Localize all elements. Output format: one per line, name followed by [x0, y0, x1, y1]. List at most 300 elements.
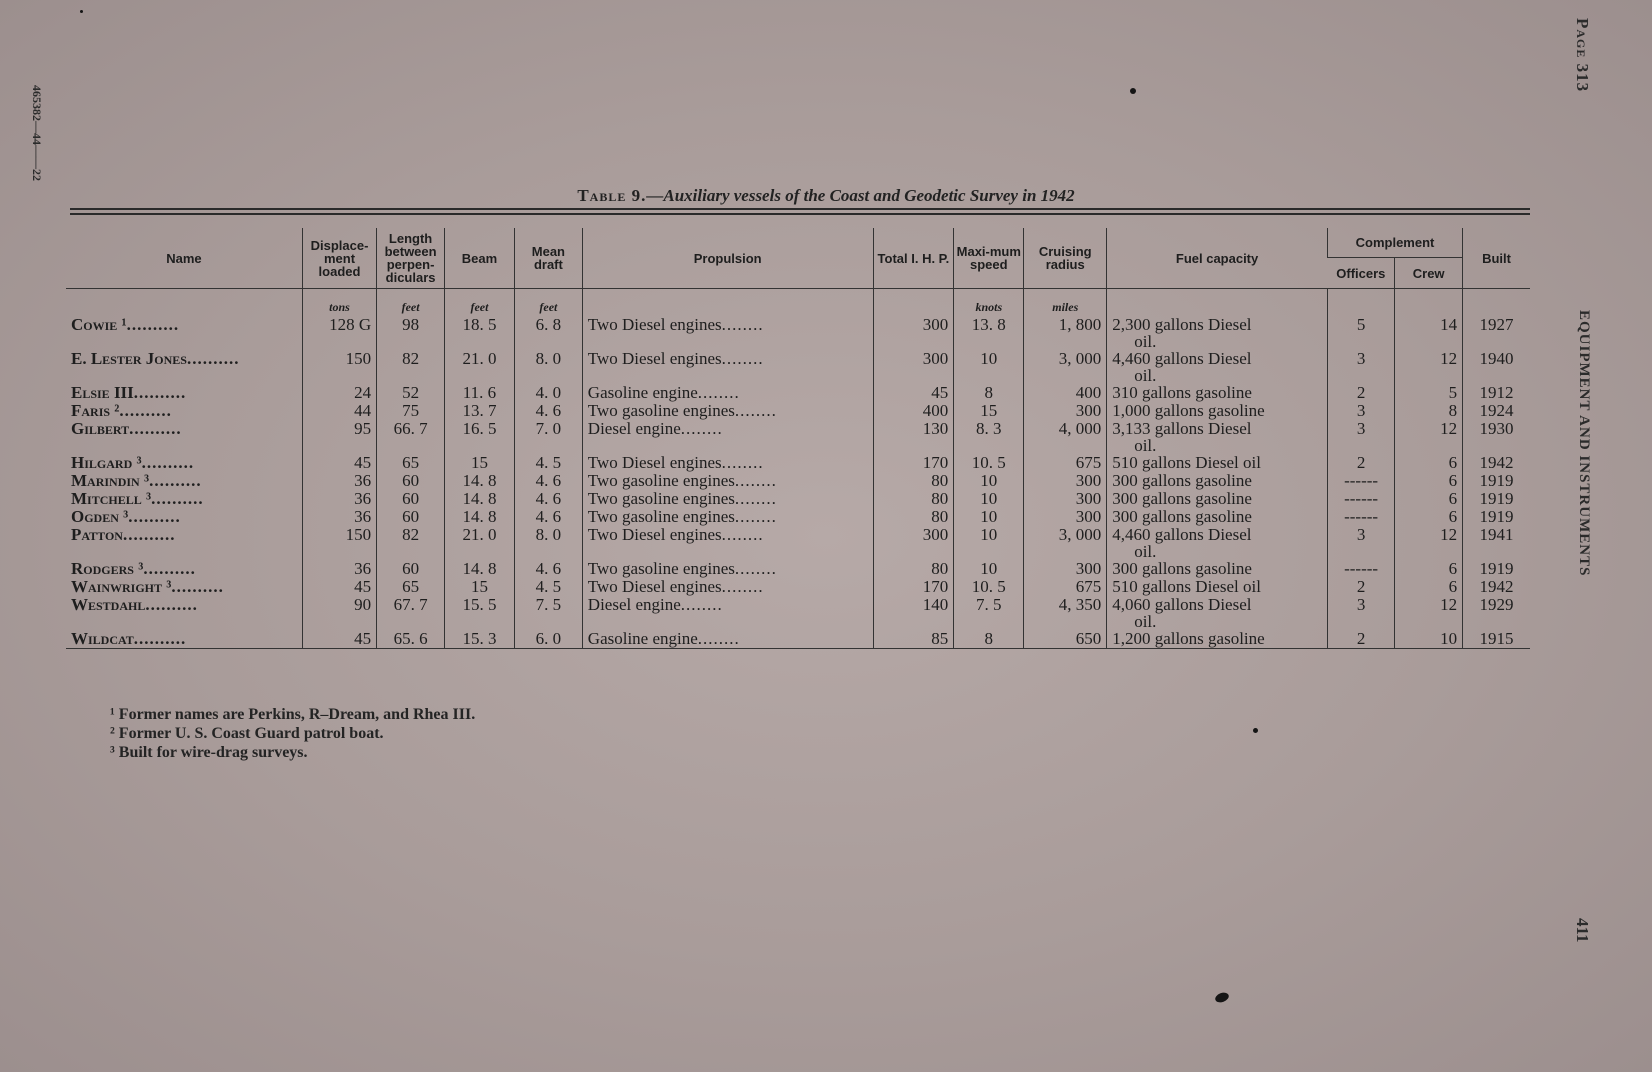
- built-cell: [1463, 578, 1530, 596]
- draft-cell-text: 6. 8: [535, 315, 562, 334]
- vessel-name-text: Rodgers ³: [71, 559, 144, 578]
- speed-cell: [954, 420, 1024, 454]
- crew-cell-text: 12: [1440, 595, 1458, 614]
- crew-cell-text: 6: [1448, 577, 1458, 596]
- draft-cell: [514, 578, 582, 596]
- length-cell-text: 67. 7: [393, 595, 428, 614]
- speed-cell: [954, 384, 1024, 402]
- officers-cell-text: 2: [1356, 629, 1366, 648]
- draft-cell: [514, 560, 582, 578]
- vessel-name-text: Cowie ¹: [71, 315, 127, 334]
- fuel-cell: [1107, 316, 1328, 350]
- draft-cell-text: 4. 5: [535, 577, 562, 596]
- officers-cell: [1327, 402, 1394, 420]
- draft-cell-text: 8. 0: [535, 349, 562, 368]
- draft-cell-text: 4. 6: [535, 489, 562, 508]
- speed-cell-text: 10: [980, 525, 998, 544]
- table-row: [66, 350, 1530, 384]
- ihp-cell: [873, 578, 954, 596]
- leader-dots: ........: [734, 559, 777, 578]
- length-cell: [377, 472, 445, 490]
- col-beam: Beam: [444, 228, 514, 289]
- fuel-cell: [1107, 350, 1328, 384]
- radius-cell-text: 400: [1075, 383, 1102, 402]
- officers-cell-text: 3: [1356, 349, 1366, 368]
- beam-cell: [444, 490, 514, 508]
- leader-dots: ........: [697, 629, 740, 648]
- crew-cell-text: 6: [1448, 489, 1458, 508]
- crew-cell: [1395, 472, 1463, 490]
- fuel-cell: [1107, 596, 1328, 630]
- col-propulsion: Propulsion: [582, 228, 873, 289]
- vessels-table: [66, 228, 1530, 649]
- speed-cell-text: 7. 5: [976, 595, 1002, 614]
- beam-cell: [444, 526, 514, 560]
- vessel-name-text: Hilgard ³: [71, 453, 142, 472]
- vessel-name: [66, 420, 302, 454]
- radius-cell: [1024, 384, 1107, 402]
- unit-length: feet: [377, 289, 445, 317]
- length-cell-text: 52: [402, 383, 420, 402]
- propulsion-cell: [582, 560, 873, 578]
- beam-cell-text: 21. 0: [462, 349, 497, 368]
- draft-cell: [514, 630, 582, 649]
- displacement-cell-text: 95: [354, 419, 372, 438]
- radius-cell-text: 4, 350: [1058, 595, 1102, 614]
- vessel-name: [66, 596, 302, 630]
- vessel-name: [66, 560, 302, 578]
- fuel-cell-text: 300 gallons gasoline: [1112, 471, 1252, 490]
- crew-cell-text: 6: [1448, 453, 1458, 472]
- vessel-name: [66, 316, 302, 350]
- radius-cell-text: 3, 000: [1058, 525, 1102, 544]
- propulsion-cell-text: Two Diesel engines: [587, 525, 722, 544]
- beam-cell: [444, 596, 514, 630]
- crew-cell: [1395, 630, 1463, 649]
- officers-cell: [1327, 560, 1394, 578]
- ihp-cell: [873, 402, 954, 420]
- crew-cell-text: 10: [1440, 629, 1458, 648]
- propulsion-cell-text: Diesel engine: [587, 595, 681, 614]
- propulsion-cell-text: Two gasoline engines: [587, 401, 735, 420]
- beam-cell: [444, 350, 514, 384]
- length-cell: [377, 490, 445, 508]
- propulsion-cell: [582, 596, 873, 630]
- col-crew: Crew: [1395, 258, 1463, 289]
- propulsion-cell-text: Two gasoline engines: [587, 471, 735, 490]
- officers-cell: [1327, 578, 1394, 596]
- fuel-cell-text: 300 gallons gasoline: [1112, 489, 1252, 508]
- draft-cell-text: 4. 6: [535, 559, 562, 578]
- officers-cell: [1327, 630, 1394, 649]
- length-cell-text: 65: [402, 577, 420, 596]
- displacement-cell: [302, 490, 376, 508]
- speed-cell: [954, 508, 1024, 526]
- ihp-cell: [873, 316, 954, 350]
- speed-cell-text: 8: [984, 629, 994, 648]
- beam-cell-text: 14. 8: [462, 507, 497, 526]
- leader-dots: ........: [721, 577, 764, 596]
- beam-cell: [444, 630, 514, 649]
- built-cell: [1463, 384, 1530, 402]
- length-cell: [377, 596, 445, 630]
- ihp-cell-text: 400: [922, 401, 949, 420]
- ihp-cell-text: 45: [931, 383, 949, 402]
- leader-dots: ..........: [133, 629, 187, 648]
- leader-dots: ..........: [171, 577, 224, 596]
- length-cell-text: 60: [402, 559, 420, 578]
- beam-cell: [444, 578, 514, 596]
- fuel-cell: [1107, 578, 1328, 596]
- propulsion-cell-text: Two Diesel engines: [587, 315, 722, 334]
- beam-cell: [444, 472, 514, 490]
- radius-cell-text: 300: [1075, 559, 1102, 578]
- draft-cell: [514, 384, 582, 402]
- officers-cell: [1327, 596, 1394, 630]
- length-cell: [377, 630, 445, 649]
- length-cell: [377, 578, 445, 596]
- beam-cell-text: 18. 5: [462, 315, 497, 334]
- built-cell-text: 1924: [1479, 401, 1514, 420]
- length-cell: [377, 560, 445, 578]
- fuel-cell: [1107, 508, 1328, 526]
- speed-cell: [954, 526, 1024, 560]
- vessel-name: [66, 578, 302, 596]
- crew-cell: [1395, 384, 1463, 402]
- fuel-cell-text: 1,000 gallons gasoline: [1112, 401, 1265, 420]
- beam-cell-text: 13. 7: [462, 401, 497, 420]
- table-row: [66, 384, 1530, 402]
- displacement-cell: [302, 350, 376, 384]
- vessel-name-text: Ogden ³: [71, 507, 129, 526]
- officers-cell-text: ------: [1344, 559, 1379, 578]
- ihp-cell-text: 130: [922, 419, 949, 438]
- draft-cell: [514, 596, 582, 630]
- built-cell: [1463, 508, 1530, 526]
- table-row: [66, 596, 1530, 630]
- length-cell-text: 60: [402, 471, 420, 490]
- length-cell: [377, 454, 445, 472]
- displacement-cell: [302, 526, 376, 560]
- leader-dots: ........: [734, 489, 777, 508]
- leader-dots: ........: [721, 315, 764, 334]
- officers-cell: [1327, 420, 1394, 454]
- officers-cell-text: ------: [1344, 507, 1379, 526]
- table-row: [66, 402, 1530, 420]
- crew-cell: [1395, 316, 1463, 350]
- beam-cell-text: 15: [470, 577, 488, 596]
- built-cell-text: 1915: [1479, 629, 1514, 648]
- speed-cell: [954, 454, 1024, 472]
- fuel-cell: [1107, 384, 1328, 402]
- displacement-cell-text: 36: [354, 559, 372, 578]
- displacement-cell-text: 45: [354, 577, 372, 596]
- draft-cell-text: 8. 0: [535, 525, 562, 544]
- displacement-cell: [302, 508, 376, 526]
- beam-cell: [444, 560, 514, 578]
- radius-cell-text: 3, 000: [1058, 349, 1102, 368]
- ihp-cell-text: 140: [922, 595, 949, 614]
- propulsion-cell: [582, 316, 873, 350]
- ihp-cell-text: 300: [922, 315, 949, 334]
- fuel-continuation: oil.: [1134, 366, 1157, 385]
- beam-cell-text: 11. 6: [462, 383, 497, 402]
- fuel-cell-text: 2,300 gallons Diesel: [1112, 315, 1252, 334]
- vessel-name: [66, 402, 302, 420]
- propulsion-cell: [582, 420, 873, 454]
- ihp-cell: [873, 508, 954, 526]
- radius-cell: [1024, 596, 1107, 630]
- officers-cell-text: 5: [1356, 315, 1366, 334]
- leader-dots: ..........: [122, 525, 176, 544]
- leader-dots: ........: [697, 383, 740, 402]
- crew-cell-text: 8: [1448, 401, 1458, 420]
- top-rule-2: [70, 213, 1530, 215]
- beam-cell-text: 16. 5: [462, 419, 497, 438]
- speed-cell-text: 10: [980, 471, 998, 490]
- col-complement: Complement: [1327, 228, 1462, 258]
- crew-cell: [1395, 578, 1463, 596]
- ihp-cell: [873, 630, 954, 649]
- officers-cell: [1327, 454, 1394, 472]
- table-row: [66, 490, 1530, 508]
- crew-cell: [1395, 508, 1463, 526]
- speed-cell: [954, 350, 1024, 384]
- radius-cell: [1024, 316, 1107, 350]
- fuel-continuation: oil.: [1134, 332, 1157, 351]
- footnote-3: ³ Built for wire-drag surveys.: [110, 744, 308, 761]
- speed-cell: [954, 560, 1024, 578]
- draft-cell-text: 4. 6: [535, 471, 562, 490]
- propulsion-cell: [582, 526, 873, 560]
- fuel-continuation: oil.: [1134, 542, 1157, 561]
- propulsion-cell-text: Two Diesel engines: [587, 453, 722, 472]
- radius-cell: [1024, 472, 1107, 490]
- draft-cell: [514, 472, 582, 490]
- displacement-cell-text: 36: [354, 489, 372, 508]
- built-cell-text: 1940: [1479, 349, 1514, 368]
- leader-dots: ..........: [141, 453, 195, 472]
- built-cell-text: 1919: [1479, 471, 1514, 490]
- length-cell-text: 82: [402, 525, 420, 544]
- built-cell: [1463, 630, 1530, 649]
- beam-cell-text: 14. 8: [462, 559, 497, 578]
- length-cell: [377, 526, 445, 560]
- col-fuel: Fuel capacity: [1107, 228, 1328, 289]
- col-length: Length between perpen-diculars: [377, 228, 445, 289]
- displacement-cell: [302, 560, 376, 578]
- officers-cell: [1327, 526, 1394, 560]
- speed-cell: [954, 402, 1024, 420]
- speed-cell: [954, 630, 1024, 649]
- built-cell-text: 1919: [1479, 559, 1514, 578]
- built-cell: [1463, 420, 1530, 454]
- displacement-cell-text: 150: [345, 525, 372, 544]
- draft-cell: [514, 420, 582, 454]
- draft-cell: [514, 526, 582, 560]
- ink-blot: [1214, 991, 1230, 1004]
- speed-cell: [954, 596, 1024, 630]
- displacement-cell: [302, 578, 376, 596]
- displacement-cell: [302, 630, 376, 649]
- table-row: [66, 472, 1530, 490]
- crew-cell-text: 12: [1440, 525, 1458, 544]
- radius-cell-text: 675: [1075, 577, 1102, 596]
- draft-cell-text: 7. 0: [535, 419, 562, 438]
- speed-cell: [954, 490, 1024, 508]
- officers-cell-text: ------: [1344, 471, 1379, 490]
- displacement-cell: [302, 596, 376, 630]
- displacement-cell-text: 45: [354, 629, 372, 648]
- crew-cell-text: 12: [1440, 349, 1458, 368]
- radius-cell: [1024, 420, 1107, 454]
- ihp-cell-text: 85: [931, 629, 949, 648]
- table-label: Table 9.: [577, 186, 647, 205]
- beam-cell-text: 14. 8: [462, 471, 497, 490]
- propulsion-cell: [582, 402, 873, 420]
- draft-cell: [514, 316, 582, 350]
- leader-dots: ..........: [126, 315, 180, 334]
- length-cell-text: 82: [402, 349, 420, 368]
- propulsion-cell-text: Two gasoline engines: [587, 559, 735, 578]
- folio-number: 411: [1573, 918, 1592, 943]
- built-cell: [1463, 490, 1530, 508]
- dust-speck: [1253, 728, 1258, 733]
- fuel-cell-text: 4,060 gallons Diesel: [1112, 595, 1252, 614]
- draft-cell: [514, 350, 582, 384]
- officers-cell: [1327, 350, 1394, 384]
- leader-dots: ........: [734, 507, 777, 526]
- leader-dots: ..........: [129, 419, 182, 438]
- officers-cell: [1327, 508, 1394, 526]
- fuel-cell-text: 510 gallons Diesel oil: [1112, 577, 1261, 596]
- fuel-cell: [1107, 630, 1328, 649]
- length-cell-text: 66. 7: [393, 419, 428, 438]
- draft-cell-text: 4. 5: [535, 453, 562, 472]
- col-officers: Officers: [1327, 258, 1394, 289]
- ihp-cell: [873, 596, 954, 630]
- beam-cell: [444, 402, 514, 420]
- officers-cell-text: 3: [1356, 419, 1366, 438]
- ihp-cell: [873, 472, 954, 490]
- length-cell-text: 75: [402, 401, 420, 420]
- crew-cell-text: 6: [1448, 507, 1458, 526]
- ihp-cell: [873, 454, 954, 472]
- crew-cell: [1395, 526, 1463, 560]
- vessel-name-text: Patton: [71, 525, 123, 544]
- dust-speck: [1130, 88, 1136, 94]
- leader-dots: ..........: [149, 471, 202, 490]
- built-cell: [1463, 402, 1530, 420]
- fuel-cell-text: 4,460 gallons Diesel: [1112, 525, 1252, 544]
- fuel-cell: [1107, 526, 1328, 560]
- beam-cell: [444, 454, 514, 472]
- crew-cell-text: 6: [1448, 559, 1458, 578]
- built-cell-text: 1930: [1479, 419, 1514, 438]
- speed-cell-text: 10: [980, 349, 998, 368]
- ihp-cell: [873, 384, 954, 402]
- crew-cell: [1395, 560, 1463, 578]
- fuel-cell: [1107, 490, 1328, 508]
- page-label: Page 313: [1573, 18, 1592, 93]
- displacement-cell-text: 44: [354, 401, 372, 420]
- draft-cell: [514, 508, 582, 526]
- speed-cell-text: 8. 3: [976, 419, 1002, 438]
- vessel-name-text: Marindin ³: [71, 471, 150, 490]
- ihp-cell: [873, 490, 954, 508]
- crew-cell: [1395, 454, 1463, 472]
- vessel-name-text: Faris ²: [71, 401, 120, 420]
- beam-cell: [444, 316, 514, 350]
- speed-cell-text: 10. 5: [971, 453, 1006, 472]
- col-displacement: Displace-ment loaded: [302, 228, 376, 289]
- leader-dots: ..........: [133, 383, 187, 402]
- officers-cell-text: 2: [1356, 453, 1366, 472]
- table-row: [66, 630, 1530, 649]
- officers-cell: [1327, 384, 1394, 402]
- fuel-cell-text: 510 gallons Diesel oil: [1112, 453, 1261, 472]
- table-row: [66, 560, 1530, 578]
- crew-cell-text: 5: [1448, 383, 1458, 402]
- length-cell-text: 65. 6: [393, 629, 428, 648]
- vessel-name: [66, 526, 302, 560]
- ihp-cell-text: 80: [931, 507, 949, 526]
- fuel-continuation: oil.: [1134, 436, 1157, 455]
- officers-cell-text: 3: [1356, 595, 1366, 614]
- propulsion-cell-text: Gasoline engine: [587, 629, 698, 648]
- radius-cell: [1024, 578, 1107, 596]
- crew-cell-text: 14: [1440, 315, 1458, 334]
- table-row: [66, 454, 1530, 472]
- vessel-name: [66, 454, 302, 472]
- crew-cell-text: 12: [1440, 419, 1458, 438]
- radius-cell: [1024, 630, 1107, 649]
- crew-cell: [1395, 350, 1463, 384]
- speed-cell-text: 10: [980, 489, 998, 508]
- unit-beam: feet: [444, 289, 514, 317]
- table-row: [66, 526, 1530, 560]
- fuel-cell-text: 300 gallons gasoline: [1112, 507, 1252, 526]
- fuel-cell-text: 310 gallons gasoline: [1112, 383, 1252, 402]
- vessel-name-text: E. Lester Jones: [71, 349, 187, 368]
- built-cell: [1463, 316, 1530, 350]
- col-built: Built: [1463, 228, 1530, 289]
- draft-cell-text: 4. 0: [535, 383, 562, 402]
- propulsion-cell: [582, 454, 873, 472]
- vessel-name-text: Mitchell ³: [71, 489, 152, 508]
- officers-cell-text: 2: [1356, 577, 1366, 596]
- ihp-cell-text: 80: [931, 559, 949, 578]
- radius-cell: [1024, 402, 1107, 420]
- radius-cell: [1024, 560, 1107, 578]
- header-row: [66, 228, 1530, 258]
- displacement-cell: [302, 316, 376, 350]
- units-row: [66, 289, 1530, 317]
- built-cell: [1463, 350, 1530, 384]
- fuel-cell-text: 1,200 gallons gasoline: [1112, 629, 1265, 648]
- speed-cell-text: 10: [980, 507, 998, 526]
- displacement-cell: [302, 384, 376, 402]
- propulsion-cell-text: Two Diesel engines: [587, 577, 722, 596]
- propulsion-cell: [582, 472, 873, 490]
- fuel-continuation: oil.: [1134, 612, 1157, 631]
- propulsion-cell-text: Gasoline engine: [587, 383, 698, 402]
- vessel-name: [66, 630, 302, 649]
- built-cell-text: 1941: [1479, 525, 1514, 544]
- crew-cell: [1395, 402, 1463, 420]
- draft-cell-text: 4. 6: [535, 401, 562, 420]
- fuel-cell: [1107, 402, 1328, 420]
